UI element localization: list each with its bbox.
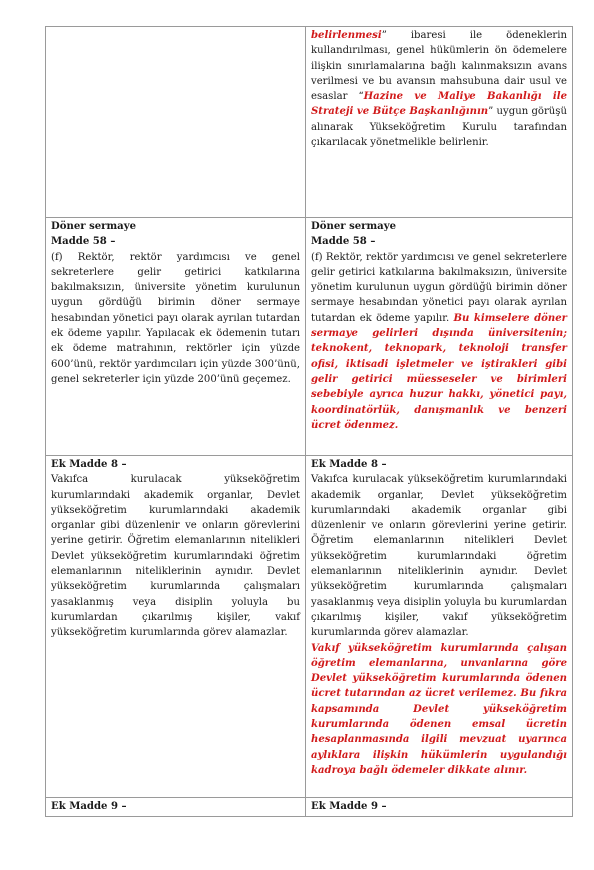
right-cell-continuation xyxy=(306,27,573,218)
table-row xyxy=(46,798,573,817)
red-inserted-text: Hazine ve Maliye Bakanlığı ile Strateji ve Bütçe Başkanlığının xyxy=(311,91,568,118)
comparison-table xyxy=(45,26,573,817)
article-heading: Ek Madde 9 – xyxy=(311,801,387,812)
right-cell-madde-58 xyxy=(306,218,573,456)
article-heading: Madde 58 – xyxy=(311,236,376,248)
article-body: (f) Rektör, rektör yardımcısı ve genel sekreterlere gelir getirici katkılarına bakılmaksızın, üniversite yönetim kurulunun uygun gördüğü birimin döner sermaye hesabından yönetici payı olarak ayrılan tutardan ek ödeme yapılır. Bu kimselere döner sermaye gelirleri dışında üniversitenin; teknokent, teknopark, teknoloji transfer ofisi, iktisadi işletmeler ve iştirakleri gibi gelir getirici müesseseler ve birimleri sebebiyle ayrıca huzur hakkı, yönetici payı, koordinatörlük, danışmanlık ve benzeri ücret ödenmez. xyxy=(311,251,567,431)
section-heading: Döner sermaye xyxy=(51,221,137,232)
article-heading: Ek Madde 9 – xyxy=(51,801,127,812)
article-heading: Ek Madde 8 – xyxy=(311,459,387,470)
red-inserted-text: Bu kimselere döner sermaye gelirleri dışında üniversitenin; teknokent, teknopark, teknoloji transfer ofisi, iktisadi işletmeler ve iştirakleri gibi gelir getirici müesseseler ve birimleri sebebiyle ayrıca huzur hakkı, yönetici payı, koordinatörlük, danışmanlık ve benzeri ücret ödenmez. xyxy=(311,312,567,431)
table-row xyxy=(46,27,573,218)
right-cell-ek-madde-9 xyxy=(306,798,573,817)
right-cell-ek-madde-8 xyxy=(306,456,573,798)
left-cell-empty xyxy=(46,27,306,218)
red-inserted-text: belirlenmesi xyxy=(311,30,382,41)
table-row xyxy=(46,456,573,798)
left-cell-madde-58 xyxy=(46,218,306,456)
article-body: Vakıfca kurulacak yükseköğretim kurumlarındaki akademik organlar, Devlet yükseköğretim kurumlarındaki akademik organlar gibi düzenlenir ve onların görevlerini yerine getirir. Öğretim elemanlarının nitelikleri Devlet yükseköğretim kurumlarındaki öğretim elemanlarının niteliklerinin aynıdır. Devlet yükseköğretim kurumlarında çalışmaları yasaklanmış veya disiplin yoluyla bu kurumlardan çıkarılmış kişiler, vakıf yükseköğretim kurumlarında görev alamazlar. xyxy=(311,474,567,639)
article-heading: Ek Madde 8 – xyxy=(51,459,127,470)
article-body: Vakıfca kurulacak yükseköğretim kurumlarındaki akademik organlar, Devlet yükseköğretim kurumlarındaki akademik organlar gibi düzenlenir ve onların görevlerini yerine getirir. Öğretim elemanlarının nitelikleri Devlet yükseköğretim kurumlarındaki öğretim elemanlarının niteliklerinin aynıdır. Devlet yükseköğretim kurumlarında çalışmaları yasaklanmış veya disiplin yoluyla bu kurumlardan çıkarılmış kişiler, vakıf yükseköğretim kurumlarında görev alamazlar. xyxy=(51,474,300,639)
left-cell-ek-madde-9 xyxy=(46,798,306,817)
continuation-paragraph: belirlenmesi” ibaresi ile ödeneklerin kullandırılması, genel hükümlerin ön ödemelere ilişkin sınırlamalarına bağlı kalınmaksızın avans verilmesi ve bu avansın mahsubuna dair usul ve esaslar “Hazine ve Maliye Bakanlığı ile Strateji ve Bütçe Başkanlığının” uygun görüşü alınarak Yükseköğretim Kurulu tarafından çıkarılacak yönetmelikle belirlenir. xyxy=(311,30,568,149)
article-body: (f) Rektör, rektör yardımcısı ve genel sekreterlere gelir getirici katkılarına bakılmaksızın, üniversite yönetim kurulunun uygun gördüğü birimin döner sermaye hesabından yönetici payı olarak ayrılan tutardan ek ödeme yapılır. Yapılacak ek ödemenin tutarı ek ödeme matrahının, rektörler için yüzde 600’ünü, rektör yardımcıları için yüzde 300’ünü, genel sekreterler için yüzde 200’ünü geçemez. xyxy=(51,251,300,385)
red-inserted-text: Vakıf yükseköğretim kurumlarında çalışan öğretim elemanlarına, unvanlarına göre Devlet yükseköğretim kurumlarında ödenen ücret tutarından az ücret verilemez. Bu fıkra kapsamında Devlet yükseköğretim kurumlarında ödenen emsal ücretin hesaplanmasında ilgili mevzuat uyarınca aylıklara ilişkin hükümlerin uygulandığı kadroya bağlı ödemeler dikkate alınır. xyxy=(311,642,567,776)
article-heading: Madde 58 – xyxy=(51,236,116,248)
table-row xyxy=(46,218,573,456)
left-cell-ek-madde-8 xyxy=(46,456,306,798)
section-heading: Döner sermaye xyxy=(311,221,397,232)
